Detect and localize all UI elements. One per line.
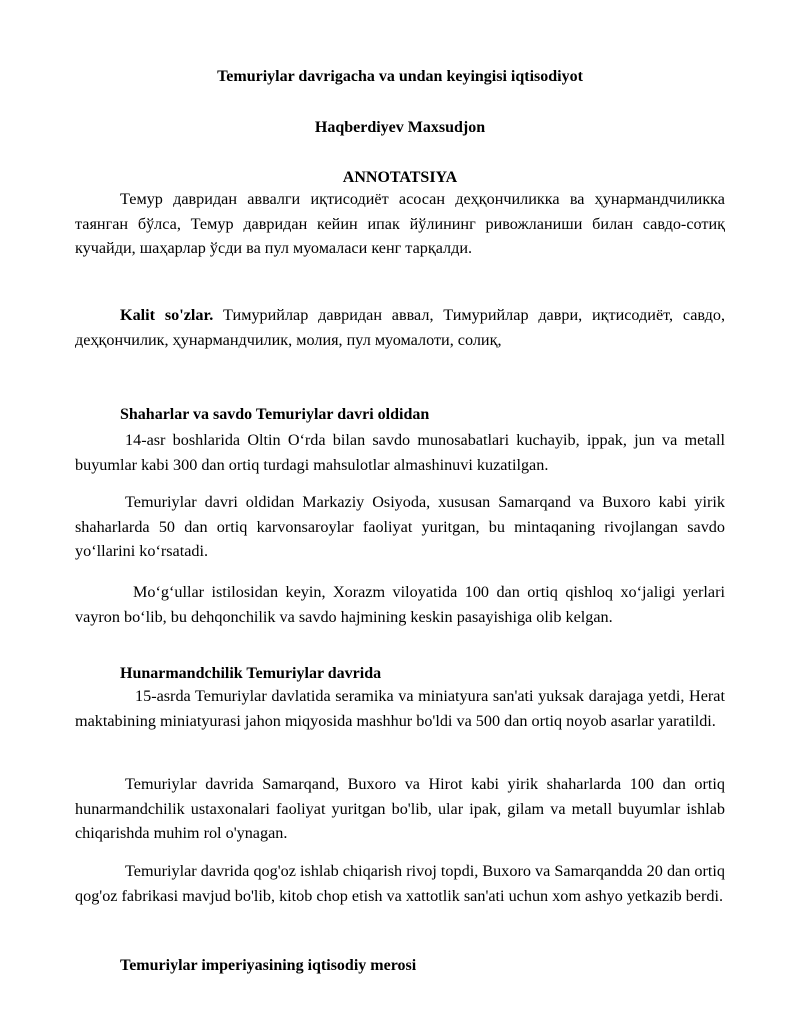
keywords-label: Kalit so'zlar. [120,306,214,324]
document-author: Haqberdiyev Maxsudjon [314,119,486,136]
section-paragraph: 15-asrda Temuriylar davlatida seramika va miniatyura san'ati yuksak darajaga yetdi, Herat maktabining miniatyurasi jahon miqyosida mashhur bo'ldi va 500 dan ortiq noyob asarlar yaratildi. [75,687,725,730]
keywords-text: Тимурийлар давридан аввал, Тимурийлар даври, иқтисодиёт, савдо, деҳқончилик, ҳунармандчилик, молия, пул муомалоти, солиқ, [75,306,725,349]
section-heading-legacy: Temuriylar imperiyasining iqtisodiy merosi [120,957,417,974]
section-paragraph: Temuriylar davrida Samarqand, Buxoro va Hirot kabi yirik shaharlarda 100 dan ortiq hunarmandchilik ustaxonalari faoliyat yuritgan bo'lib, ular ipak, gilam va metall buyumlar ishlab chiqarishda muhim rol o'ynagan. [75,775,725,842]
section-paragraph: Temuriylar davrida qog'oz ishlab chiqarish rivoj topdi, Buxoro va Samarqandda 20 dan ortiq qog'oz fabrikasi mavjud bo'lib, kitob chop etish va xattotlik san'ati uchun xom ashyo yetkazib berdi. [75,862,725,905]
section-paragraph: Temuriylar davri oldidan Markaziy Osiyoda, xususan Samarqand va Buxoro kabi yirik shaharlarda 50 dan ortiq karvonsaroylar faoliyat yuritgan, bu mintaqaning rivojlangan savdo yo‘llarini ko‘rsatadi. [75,493,725,560]
document-title: Temuriylar davrigacha va undan keyingisi iqtisodiyot [217,68,583,85]
annotation-heading: ANNOTATSIYA [342,169,458,186]
section-paragraph: 14-asr boshlarida Oltin O‘rda bilan savdo munosabatlari kuchayib, ippak, jun va metall buyumlar kabi 300 dan ortiq turdagi mahsulotlar almashinuvi kuzatilgan. [75,431,725,474]
annotation-paragraph: Темур давридан аввалги иқтисодиёт асосан деҳқончиликка ва ҳунармандчиликка таянган бўлса, Темур давридан кейин ипак йўлининг ривожланиши билан савдо-сотиқ кучайди, шаҳарлар ўсди ва пул муомаласи кенг тарқалди. [75,190,725,257]
keywords-paragraph [75,303,725,352]
section-heading-trade: Shaharlar va savdo Temuriylar davri oldidan [120,406,430,423]
section-heading-crafts: Hunarmandchilik Temuriylar davrida [120,665,382,682]
section-paragraph: Mo‘g‘ullar istilosidan keyin, Xorazm viloyatida 100 dan ortiq qishloq xo‘jaligi yerlari vayron bo‘lib, bu dehqonchilik va savdo hajmining keskin pasayishiga olib kelgan. [75,583,725,626]
